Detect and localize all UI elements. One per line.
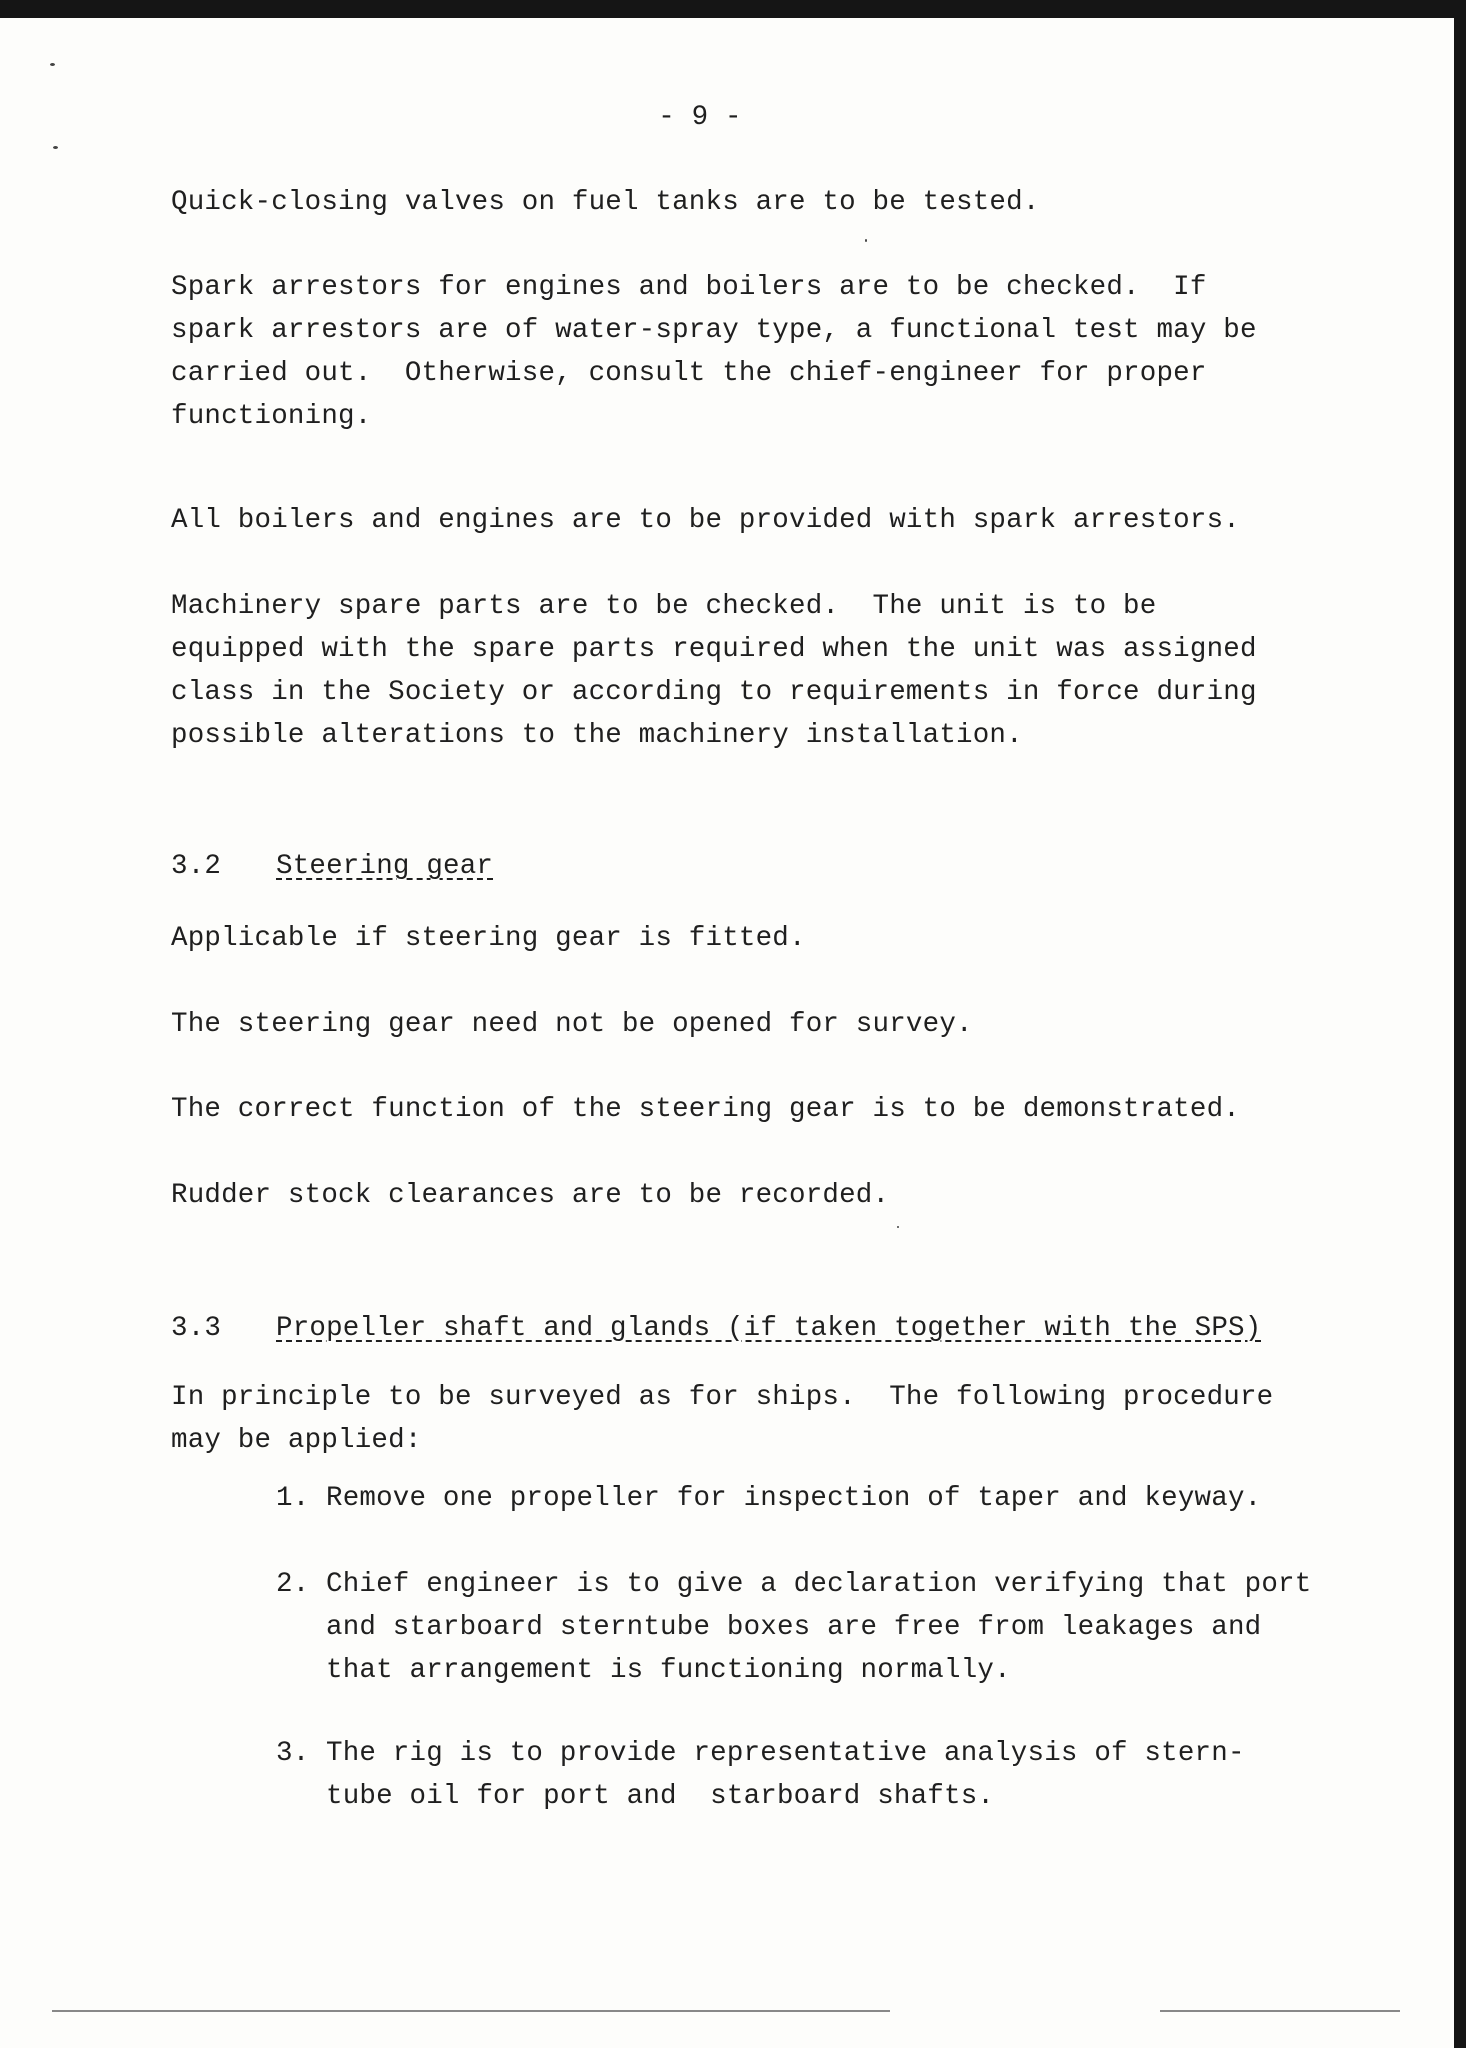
list-item-text: Chief engineer is to give a declaration verifying that port and starboard sterntube boxes are free from leakages and that arrangement is functioning normally. (326, 1569, 1312, 1686)
paragraph-steering-function: The correct function of the steering gear is to be demonstrated. (171, 1094, 1240, 1125)
list-item-number: 2. (276, 1569, 310, 1600)
scan-speck (53, 146, 58, 149)
footer-rule-left (52, 2010, 890, 2012)
section-title-steering-gear: Steering gear (276, 851, 494, 882)
paragraph-fuel-valves: Quick-closing valves on fuel tanks are to be tested. (171, 187, 1040, 218)
page-number: - 9 - (658, 102, 742, 133)
paragraph-propeller-intro: In principle to be surveyed as for ships. The following procedure may be applied: (171, 1382, 1274, 1456)
list-item-number: 3. (276, 1738, 310, 1769)
document-page (0, 18, 1454, 2048)
paragraph-spare-parts: Machinery spare parts are to be checked. The unit is to be equipped with the spare parts required when the unit was assigned class in the Society or according to requirements in force during possible alterations to the machinery installation. (171, 591, 1257, 751)
section-number-3-3: 3.3 (171, 1313, 222, 1344)
scan-speck (865, 239, 867, 242)
list-item-text: Remove one propeller for inspection of taper and keyway. (326, 1483, 1262, 1514)
paragraph-steering-not-opened: The steering gear need not be opened for survey. (171, 1009, 973, 1040)
scan-speck (50, 63, 55, 66)
paragraph-rudder-clearances: Rudder stock clearances are to be recorded. (171, 1180, 890, 1211)
section-number-3-2: 3.2 (171, 851, 222, 882)
list-item-number: 1. (276, 1483, 310, 1514)
paragraph-spark-arrestors-check: Spark arrestors for engines and boilers are to be checked. If spark arrestors are of water-spray type, a functional test may be carried out. Otherwise, consult the chief-engineer for proper functioning. (171, 272, 1257, 432)
paragraph-steering-applicable: Applicable if steering gear is fitted. (171, 923, 806, 954)
paragraph-spark-arrestors-required: All boilers and engines are to be provided with spark arrestors. (171, 505, 1240, 536)
footer-rule-right (1160, 2010, 1400, 2012)
scan-speck (897, 1226, 899, 1228)
list-item-text: The rig is to provide representative analysis of stern- tube oil for port and starboard shafts. (326, 1738, 1245, 1812)
section-title-propeller-shaft: Propeller shaft and glands (if taken together with the SPS) (276, 1313, 1262, 1344)
